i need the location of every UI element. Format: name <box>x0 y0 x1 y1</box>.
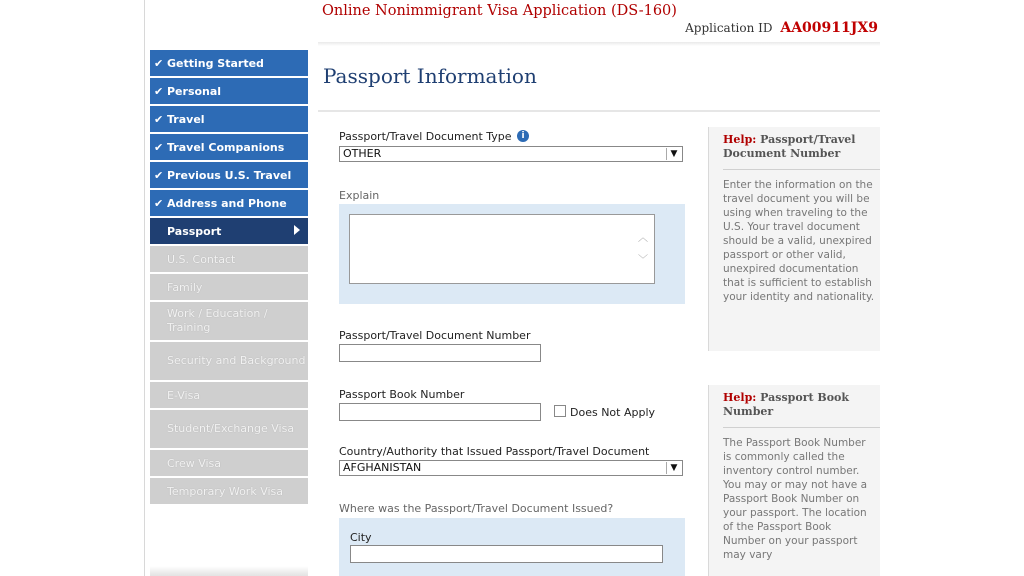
does-not-apply-checkbox[interactable] <box>554 405 566 417</box>
sidebar-item-travel[interactable] <box>150 106 308 132</box>
sidebar-item-label: Travel Companions <box>167 140 285 154</box>
info-icon[interactable]: i <box>517 130 529 142</box>
doc-type-value: OTHER <box>343 147 382 160</box>
sidebar-item-passport[interactable] <box>150 218 308 244</box>
help-body: Enter the information on the travel document you will be using when traveling to the U.S. Your travel document should be a valid, unexpired passport or other valid, unexpired documentation that is sufficient to establish your identity and nationality. <box>723 179 875 303</box>
sidebar-item-security-and-background <box>150 342 308 380</box>
sidebar-item-label: Previous U.S. Travel <box>167 168 292 182</box>
sidebar-item-label: Security and Background <box>167 354 306 367</box>
check-icon: ✔ <box>154 196 164 210</box>
sidebar-item-label: Crew Visa <box>167 456 222 470</box>
sidebar-item-label: Passport <box>167 224 222 238</box>
help-title <box>723 385 880 428</box>
page-title: Passport Information <box>323 64 537 88</box>
chevron-right-icon <box>294 225 300 235</box>
sidebar-item-label: Work / Education / Training <box>167 307 268 334</box>
sidebar-item-label: Travel <box>167 112 205 126</box>
sidebar-item-e-visa <box>150 382 308 408</box>
sidebar-item-previous-us-travel[interactable] <box>150 162 308 188</box>
book-number-label: Passport Book Number <box>339 388 465 401</box>
country-value: AFGHANISTAN <box>343 461 422 474</box>
sidebar-item-label: E-Visa <box>167 388 201 402</box>
sidebar-item-travel-companions[interactable] <box>150 134 308 160</box>
sidebar-item-temporary-work-visa <box>150 478 308 504</box>
does-not-apply-label[interactable]: Does Not Apply <box>570 406 656 419</box>
sidebar-item-label: Student/Exchange Visa <box>167 422 295 435</box>
help-title-text: Passport/Travel Document Number <box>723 133 856 160</box>
application-id <box>685 20 878 36</box>
issued-where-label: Where was the Passport/Travel Document Issued? <box>339 502 614 515</box>
sidebar-item-crew-visa <box>150 450 308 476</box>
help-body: The Passport Book Number is commonly called the inventory control number. You may or may not have a Passport Book Number on your passport. The location of the Passport Book Number on your passport may vary <box>723 437 868 561</box>
scroll-up-icon[interactable]: ︿ <box>638 233 648 244</box>
help-title <box>723 127 880 170</box>
check-icon: ✔ <box>154 140 164 154</box>
sidebar-item-work-education-training <box>150 302 308 340</box>
doc-type-label <box>339 130 529 143</box>
check-icon: ✔ <box>154 168 164 182</box>
explain-textarea[interactable] <box>349 214 655 284</box>
sidebar-item-family <box>150 274 308 300</box>
sidebar-footer-shade <box>150 566 308 576</box>
sidebar-item-student-exchange-visa <box>150 410 308 448</box>
app-title: Online Nonimmigrant Visa Application (DS-160) <box>322 3 677 19</box>
city-label: City <box>350 531 372 544</box>
sidebar-item-label: Temporary Work Visa <box>167 484 283 498</box>
doc-number-input[interactable] <box>339 344 541 362</box>
sidebar-item-label: Getting Started <box>167 56 264 70</box>
check-icon: ✔ <box>154 56 164 70</box>
sidebar-nav <box>150 50 308 506</box>
help-panel-doc-number <box>708 127 880 351</box>
help-prefix: Help: <box>723 391 757 404</box>
header-divider <box>318 42 880 46</box>
doc-type-select[interactable] <box>339 146 683 162</box>
city-input[interactable] <box>350 545 663 563</box>
help-panel-book-number <box>708 385 880 576</box>
sidebar-item-personal[interactable] <box>150 78 308 104</box>
sidebar-item-getting-started[interactable] <box>150 50 308 76</box>
sidebar-item-us-contact <box>150 246 308 272</box>
explain-label: Explain <box>339 189 380 202</box>
doc-number-label: Passport/Travel Document Number <box>339 329 531 342</box>
title-divider <box>318 110 880 112</box>
sidebar-item-label: Personal <box>167 84 222 98</box>
check-icon: ✔ <box>154 112 164 126</box>
application-id-value: AA00911JX9 <box>780 20 878 36</box>
sidebar-item-label: Address and Phone <box>167 196 287 210</box>
application-id-label: Application ID <box>685 21 773 35</box>
help-prefix: Help: <box>723 133 757 146</box>
book-number-input[interactable] <box>339 403 541 421</box>
help-title-text: Passport Book Number <box>723 391 849 418</box>
scroll-down-icon[interactable]: ﹀ <box>638 255 648 266</box>
sidebar-item-label: U.S. Contact <box>167 252 236 266</box>
country-select[interactable] <box>339 460 683 476</box>
sidebar-item-label: Family <box>167 280 203 294</box>
doc-type-label-text: Passport/Travel Document Type <box>339 130 512 143</box>
country-label: Country/Authority that Issued Passport/Travel Document <box>339 445 650 458</box>
sidebar-item-address-and-phone[interactable] <box>150 190 308 216</box>
chevron-down-icon[interactable]: ▼ <box>666 462 681 474</box>
chevron-down-icon[interactable]: ▼ <box>666 148 681 160</box>
check-icon: ✔ <box>154 84 164 98</box>
